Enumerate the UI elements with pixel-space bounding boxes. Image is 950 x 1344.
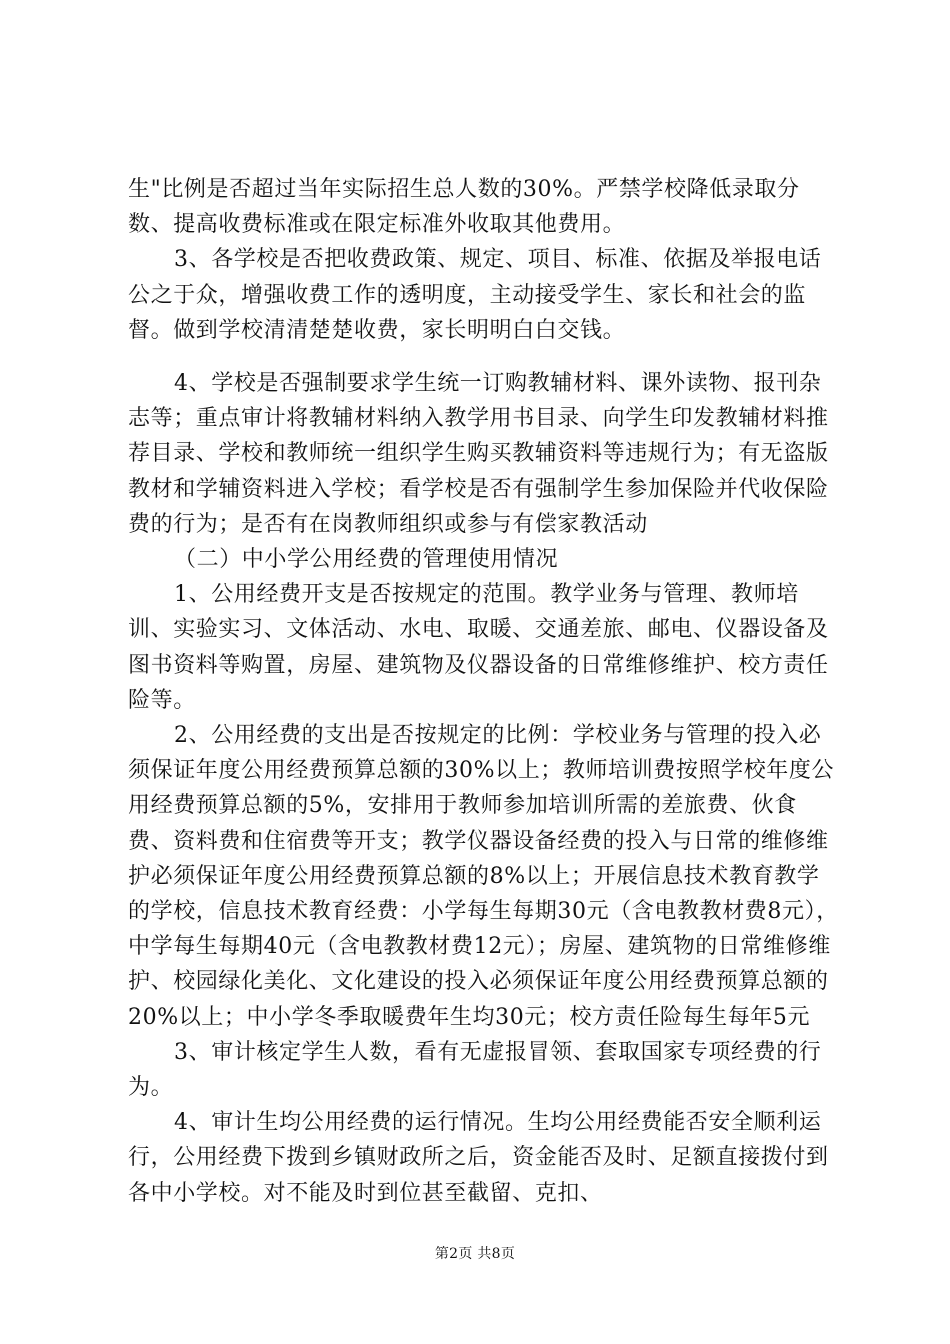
paragraph-sub-item-4: 4、审计生均公用经费的运行情况。生均公用经费能否安全顺利运行，公用经费下拨到乡镇财政所之后，资金能否及时、足额直接拨付到各中小学校。对不能及时到位甚至截留、克扣、 (128, 1110, 829, 1206)
document-body (128, 172, 840, 1211)
paragraph-sub-item-2: 2、公用经费的支出是否按规定的比例：学校业务与管理的投入必须保证年度公用经费预算总额的30%以上；教师培训费按照学校年度公用经费预算总额的5%，安排用于教师参加培训所需的差旅费、伙食费、资料费和住宿费等开支；教学仪器设备经费的投入与日常的维修维护必须保证年度公用经费预算总额的8%以上；开展信息技术教育教学的学校，信息技术教育经费：小学每生每期30元（含电教教材费8元），中学每生每期40元（含电教教材费12元）；房屋、建筑物的日常维修维护、校园绿化美化、文化建设的投入必须保证年度公用经费预算总额的20%以上；中小学冬季取暖费年生均30元；校方责任险每生每年5元 (128, 723, 839, 1030)
paragraph-gap (128, 348, 840, 366)
paragraph-sub-item-1: 1、公用经费开支是否按规定的范围。教学业务与管理、教师培训、实验实习、文体活动、水电、取暖、交通差旅、邮电、仪器设备及图书资料等购置，房屋、建筑物及仪器设备的日常维修维护、校方责任险等。 (128, 582, 829, 713)
paragraph-item-4: 4、学校是否强制要求学生统一订购教辅材料、课外读物、报刊杂志等；重点审计将教辅材料纳入教学用书目录、向学生印发教辅材料推荐目录、学校和教师统一组织学生购买教辅资料等违规行为；有无盗版教材和学辅资料进入学校；看学校是否有强制学生参加保险并代收保险费的行为；是否有在岗教师组织或参与有偿家教活动 (128, 371, 829, 537)
section-heading: （二）中小学公用经费的管理使用情况 (174, 547, 559, 573)
paragraph-item-3: 3、各学校是否把收费政策、规定、项目、标准、依据及举报电话公之于众，增强收费工作的透明度，主动接受学生、家长和社会的监督。做到学校清清楚楚收费，家长明明白白交钱。 (128, 247, 822, 343)
paragraph-sub-item-3: 3、审计核定学生人数，看有无虚报冒领、套取国家专项经费的行为。 (128, 1039, 822, 1101)
paragraph-continuation: 生"比例是否超过当年实际招生总人数的30%。严禁学校降低录取分数、提高收费标准或在限定标准外收取其他费用。 (128, 177, 800, 238)
page-number-footer: 第2页 共8页 (434, 1246, 516, 1262)
